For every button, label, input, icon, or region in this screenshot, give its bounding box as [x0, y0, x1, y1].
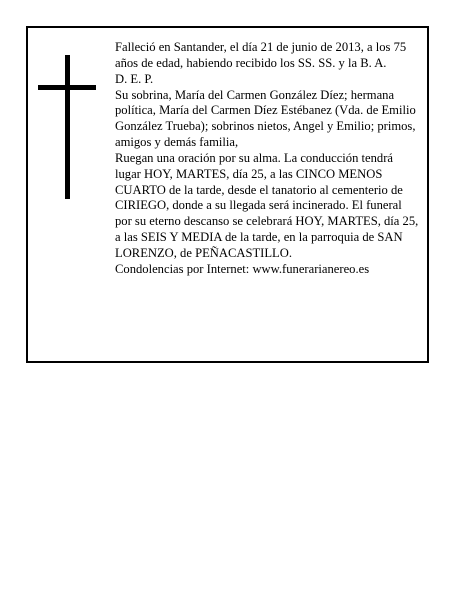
family-paragraph: Su sobrina, María del Carmen González Díez; hermana política, María del Carmen Díez Estébanez (Vda. de Emilio González Trueba); sobrinos nietos, Angel y Emilio; primos, amigos y demás familia, [115, 87, 416, 150]
cross-horizontal-bar [38, 85, 96, 90]
services-paragraph: Ruegan una oración por su alma. La conducción tendrá lugar HOY, MARTES, día 25, a las CINCO MENOS CUARTO de la tarde, desde el tanatorio al cementerio de CIRIEGO, donde a su llegada será incinerado. El funeral por su eterno descanso se celebrará HOY, MARTES, día 25, a las SEIS Y MEDIA de la tarde, en la parroquia de SAN LORENZO, de PEÑACASTILLO. [115, 150, 419, 260]
condolences-line: Condolencias por Internet: www.funerarianereo.es [115, 261, 370, 276]
cross-icon [38, 55, 96, 199]
notice-text [115, 40, 421, 278]
cross-vertical-bar [65, 55, 70, 199]
rip-line: D. E. P. [115, 71, 154, 86]
death-statement: Falleció en Santander, el día 21 de junio de 2013, a los 75 años de edad, habiendo recibido los SS. SS. y la B. A. [115, 40, 407, 70]
obituary-notice [26, 26, 429, 363]
